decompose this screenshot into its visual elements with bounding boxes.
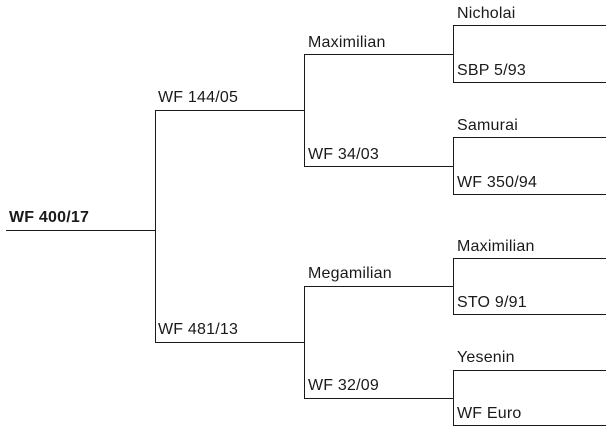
ddd-name: WF Euro	[457, 405, 522, 422]
ssd-line	[453, 82, 606, 83]
dam-sire-connector	[453, 258, 454, 315]
dds-line	[453, 370, 606, 371]
ssd-name: SBP 5/93	[457, 62, 526, 79]
dss-name: Maximilian	[457, 238, 535, 255]
sss-name: Nicholai	[457, 5, 516, 22]
dam-connector	[304, 286, 305, 398]
dsd-name: STO 9/91	[457, 294, 527, 311]
dds-name: Yesenin	[457, 349, 515, 366]
sire-connector	[304, 54, 305, 167]
sire-sire-connector	[453, 25, 454, 83]
dam-name: WF 481/13	[158, 321, 239, 338]
sire-dam-name: WF 34/03	[308, 146, 379, 163]
sire-dam-line	[304, 166, 453, 167]
dsd-line	[453, 314, 606, 315]
dam-dam-line	[304, 398, 453, 399]
sire-sire-name: Maximilian	[308, 34, 386, 51]
dss-line	[453, 258, 606, 259]
dam-dam-connector	[453, 370, 454, 426]
dam-dam-name: WF 32/09	[308, 377, 379, 394]
sire-name: WF 144/05	[158, 89, 239, 106]
sds-name: Samurai	[457, 117, 518, 134]
dam-line	[155, 342, 304, 343]
dam-sire-name: Megamilian	[308, 265, 392, 282]
subject-name: WF 400/17	[9, 209, 90, 226]
dam-sire-line	[304, 286, 453, 287]
gen1-connector	[155, 110, 156, 343]
sds-line	[453, 137, 606, 138]
sss-line	[453, 25, 606, 26]
sire-sire-line	[304, 54, 453, 55]
subject-line	[6, 230, 155, 231]
sdd-name: WF 350/94	[457, 174, 538, 191]
sdd-line	[453, 194, 606, 195]
sire-line	[155, 110, 304, 111]
sire-dam-connector	[453, 137, 454, 195]
